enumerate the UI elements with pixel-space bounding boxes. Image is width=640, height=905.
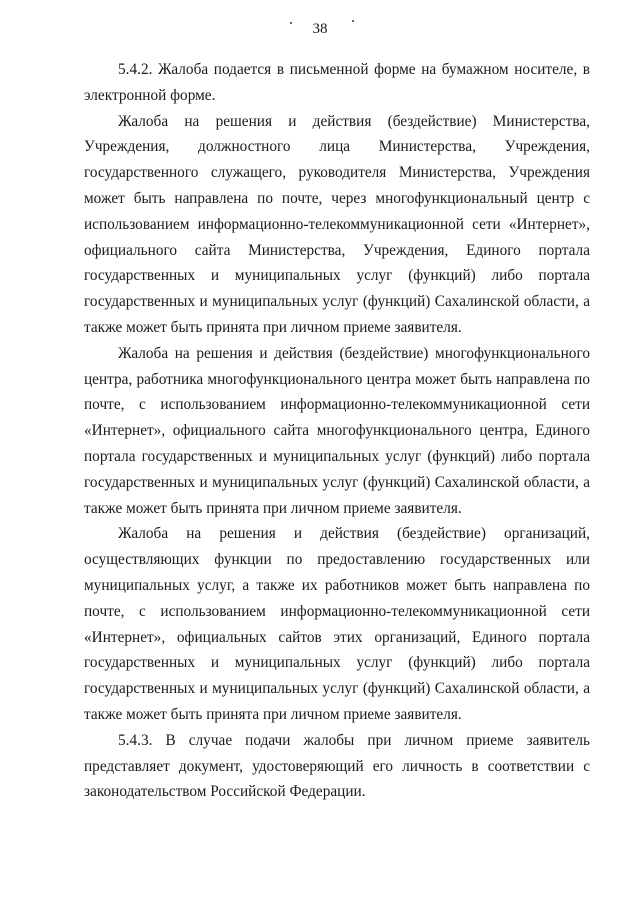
page-number: 38 xyxy=(312,21,328,37)
document-body xyxy=(84,57,590,805)
paragraph-complaint-ministry: Жалоба на решения и действия (бездействие) Министерства, Учреждения, должностного лица Министерства, Учреждения, государственного служащего, руководителя Министерства, Учреждения может быть направлена по почте, через многофункциональный центр с использованием информационно-телекоммуникационной сети «Интернет», официального сайта Министерства, Учреждения, Единого портала государственных и муниципальных услуг (функций) либо портала государственных и муниципальных услуг (функций) Сахалинской области, а также может быть принята при личном приеме заявителя. xyxy=(84,112,590,336)
paragraph-5-4-3: 5.4.3. В случае подачи жалобы при личном приеме заявитель представляет документ, удостоверяющий его личность в соответствии с законодательством Российской Федерации. xyxy=(84,731,590,801)
paragraph-5-4-2: 5.4.2. Жалоба подается в письменной форме на бумажном носителе, в электронной форме. xyxy=(84,61,590,104)
paragraph-complaint-mfc: Жалоба на решения и действия (бездействие) многофункционального центра, работника многофункционального центра может быть направлена по почте, с использованием информационно-телекоммуникационной сети «Интернет», официального сайта многофункционального центра, Единого портала государственных и муниципальных услуг (функций) либо портала государственных и муниципальных услуг (функций) Сахалинской области, а также может быть принята при личном приеме заявителя. xyxy=(84,344,590,517)
paragraph-complaint-organizations: Жалоба на решения и действия (бездействие) организаций, осуществляющих функции по предоставлению государственных или муниципальных услуг, а также их работников может быть направлена по почте, с использованием информационно-телекоммуникационной сети «Интернет», официальных сайтов этих организаций, Единого портала государственных и муниципальных услуг (функций) либо портала государственных и муниципальных услуг (функций) Сахалинской области, а также может быть принята при личном приеме заявителя. xyxy=(84,525,590,723)
